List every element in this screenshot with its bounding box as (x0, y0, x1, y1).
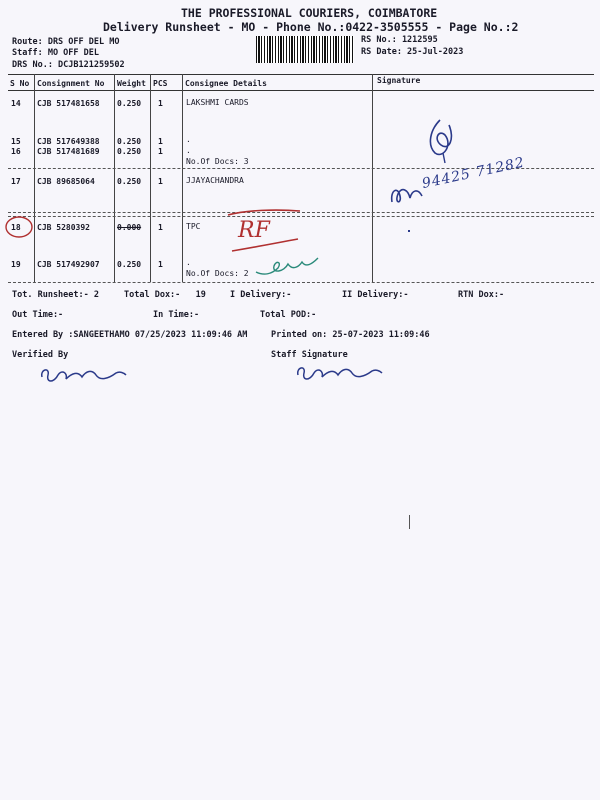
row-18-pcs: 1 (158, 223, 163, 232)
row-17-pcs: 1 (158, 177, 163, 186)
table-bottom-rule (8, 282, 594, 283)
col-header-pcs: PCS (153, 79, 168, 88)
row-15-sno: 15 (11, 137, 21, 146)
doc-count-note: No.Of Docs: 3 (186, 157, 249, 166)
row-17-sno: 17 (11, 177, 21, 186)
col-header-signature: Signature (377, 76, 421, 85)
handwritten-signature (254, 254, 324, 280)
col-divider (372, 74, 373, 282)
row-18-sno: 18 (11, 223, 21, 232)
total-pod: Total POD:- (260, 310, 317, 320)
row-17-weight: 0.250 (117, 177, 142, 186)
row-15-consignee: . (186, 135, 191, 144)
row-16-pcs: 1 (158, 147, 163, 156)
drs-no-label: DRS No.: DCJB121259502 (12, 60, 125, 70)
row-16-consignment: CJB 517481689 (37, 147, 100, 156)
row-16-weight: 0.250 (117, 147, 142, 156)
staff-signature-label: Staff Signature (271, 350, 348, 360)
total-dox: Total Dox:- 19 (124, 290, 206, 300)
table-header-rule (8, 90, 594, 91)
staff-label: Staff: MO OFF DEL (12, 48, 99, 58)
col-divider (34, 74, 35, 282)
col-divider (150, 74, 151, 282)
row-19-consignment: CJB 517492907 (37, 260, 100, 269)
in-time: In Time:- (153, 310, 200, 320)
circle-mark (4, 214, 36, 240)
row-18-consignment: CJB 5280392 (37, 223, 90, 232)
row-16-sno: 16 (11, 147, 21, 156)
row-14-consignment: CJB 517481658 (37, 99, 100, 108)
row-19-pcs: 1 (158, 260, 163, 269)
verified-signature (38, 363, 128, 389)
row-15-consignment: CJB 517649388 (37, 137, 100, 146)
verified-by-label: Verified By (12, 350, 69, 360)
row-18-weight: 0.000 (117, 223, 142, 232)
company-title: THE PROFESSIONAL COURIERS, COIMBATORE (181, 6, 438, 20)
staff-signature (294, 361, 384, 387)
handwritten-phone: 94425 71282 (420, 154, 527, 192)
printed-on: Printed on: 25-07-2023 11:09:46 (271, 330, 430, 340)
row-17-consignee: JJAYACHANDRA (186, 176, 244, 185)
table-top-rule (8, 74, 594, 75)
row-14-sno: 14 (11, 99, 21, 108)
col-header-consignee: Consignee Details (185, 79, 267, 88)
route-label: Route: DRS OFF DEL MO (12, 37, 120, 47)
row-16-consignee: . (186, 146, 191, 155)
row-17-consignment: CJB 89685064 (37, 177, 95, 186)
rf-mark: RF (238, 218, 270, 243)
col-header-sno: S No (10, 79, 30, 88)
tot-runsheet: Tot. Runsheet:- 2 (12, 290, 99, 300)
row-19-consignee: . (186, 258, 191, 267)
runsheet-subtitle: Delivery Runsheet - MO - Phone No.:0422-3505555 - Page No.:2 (103, 20, 519, 34)
row-18-consignee: TPC (186, 222, 201, 231)
i-delivery: I Delivery:- (230, 290, 292, 300)
stray-mark (409, 515, 410, 529)
rs-date-label: RS Date: 25-Jul-2023 (361, 47, 464, 57)
row-15-weight: 0.250 (117, 137, 142, 146)
row-14-weight: 0.250 (117, 99, 142, 108)
col-header-consignment: Consignment No (37, 79, 105, 88)
col-divider (182, 74, 183, 282)
rtn-dox: RTN Dox:- (458, 290, 505, 300)
out-time: Out Time:- (12, 310, 64, 320)
ii-delivery: II Delivery:- (342, 290, 409, 300)
stray-mark (408, 230, 410, 232)
doc-count-note: No.Of Docs: 2 (186, 269, 249, 278)
col-header-weight: Weight (117, 79, 146, 88)
row-19-sno: 19 (11, 260, 21, 269)
col-divider (114, 74, 115, 282)
entered-by: Entered By :SANGEETHAMO 07/25/2023 11:09:46 AM (12, 330, 248, 340)
row-14-pcs: 1 (158, 99, 163, 108)
row-15-pcs: 1 (158, 137, 163, 146)
rs-no-label: RS No.: 1212595 (361, 35, 438, 45)
handwritten-signature (425, 115, 465, 165)
barcode (256, 36, 354, 63)
row-14-consignee: LAKSHMI CARDS (186, 98, 249, 107)
row-19-weight: 0.250 (117, 260, 142, 269)
